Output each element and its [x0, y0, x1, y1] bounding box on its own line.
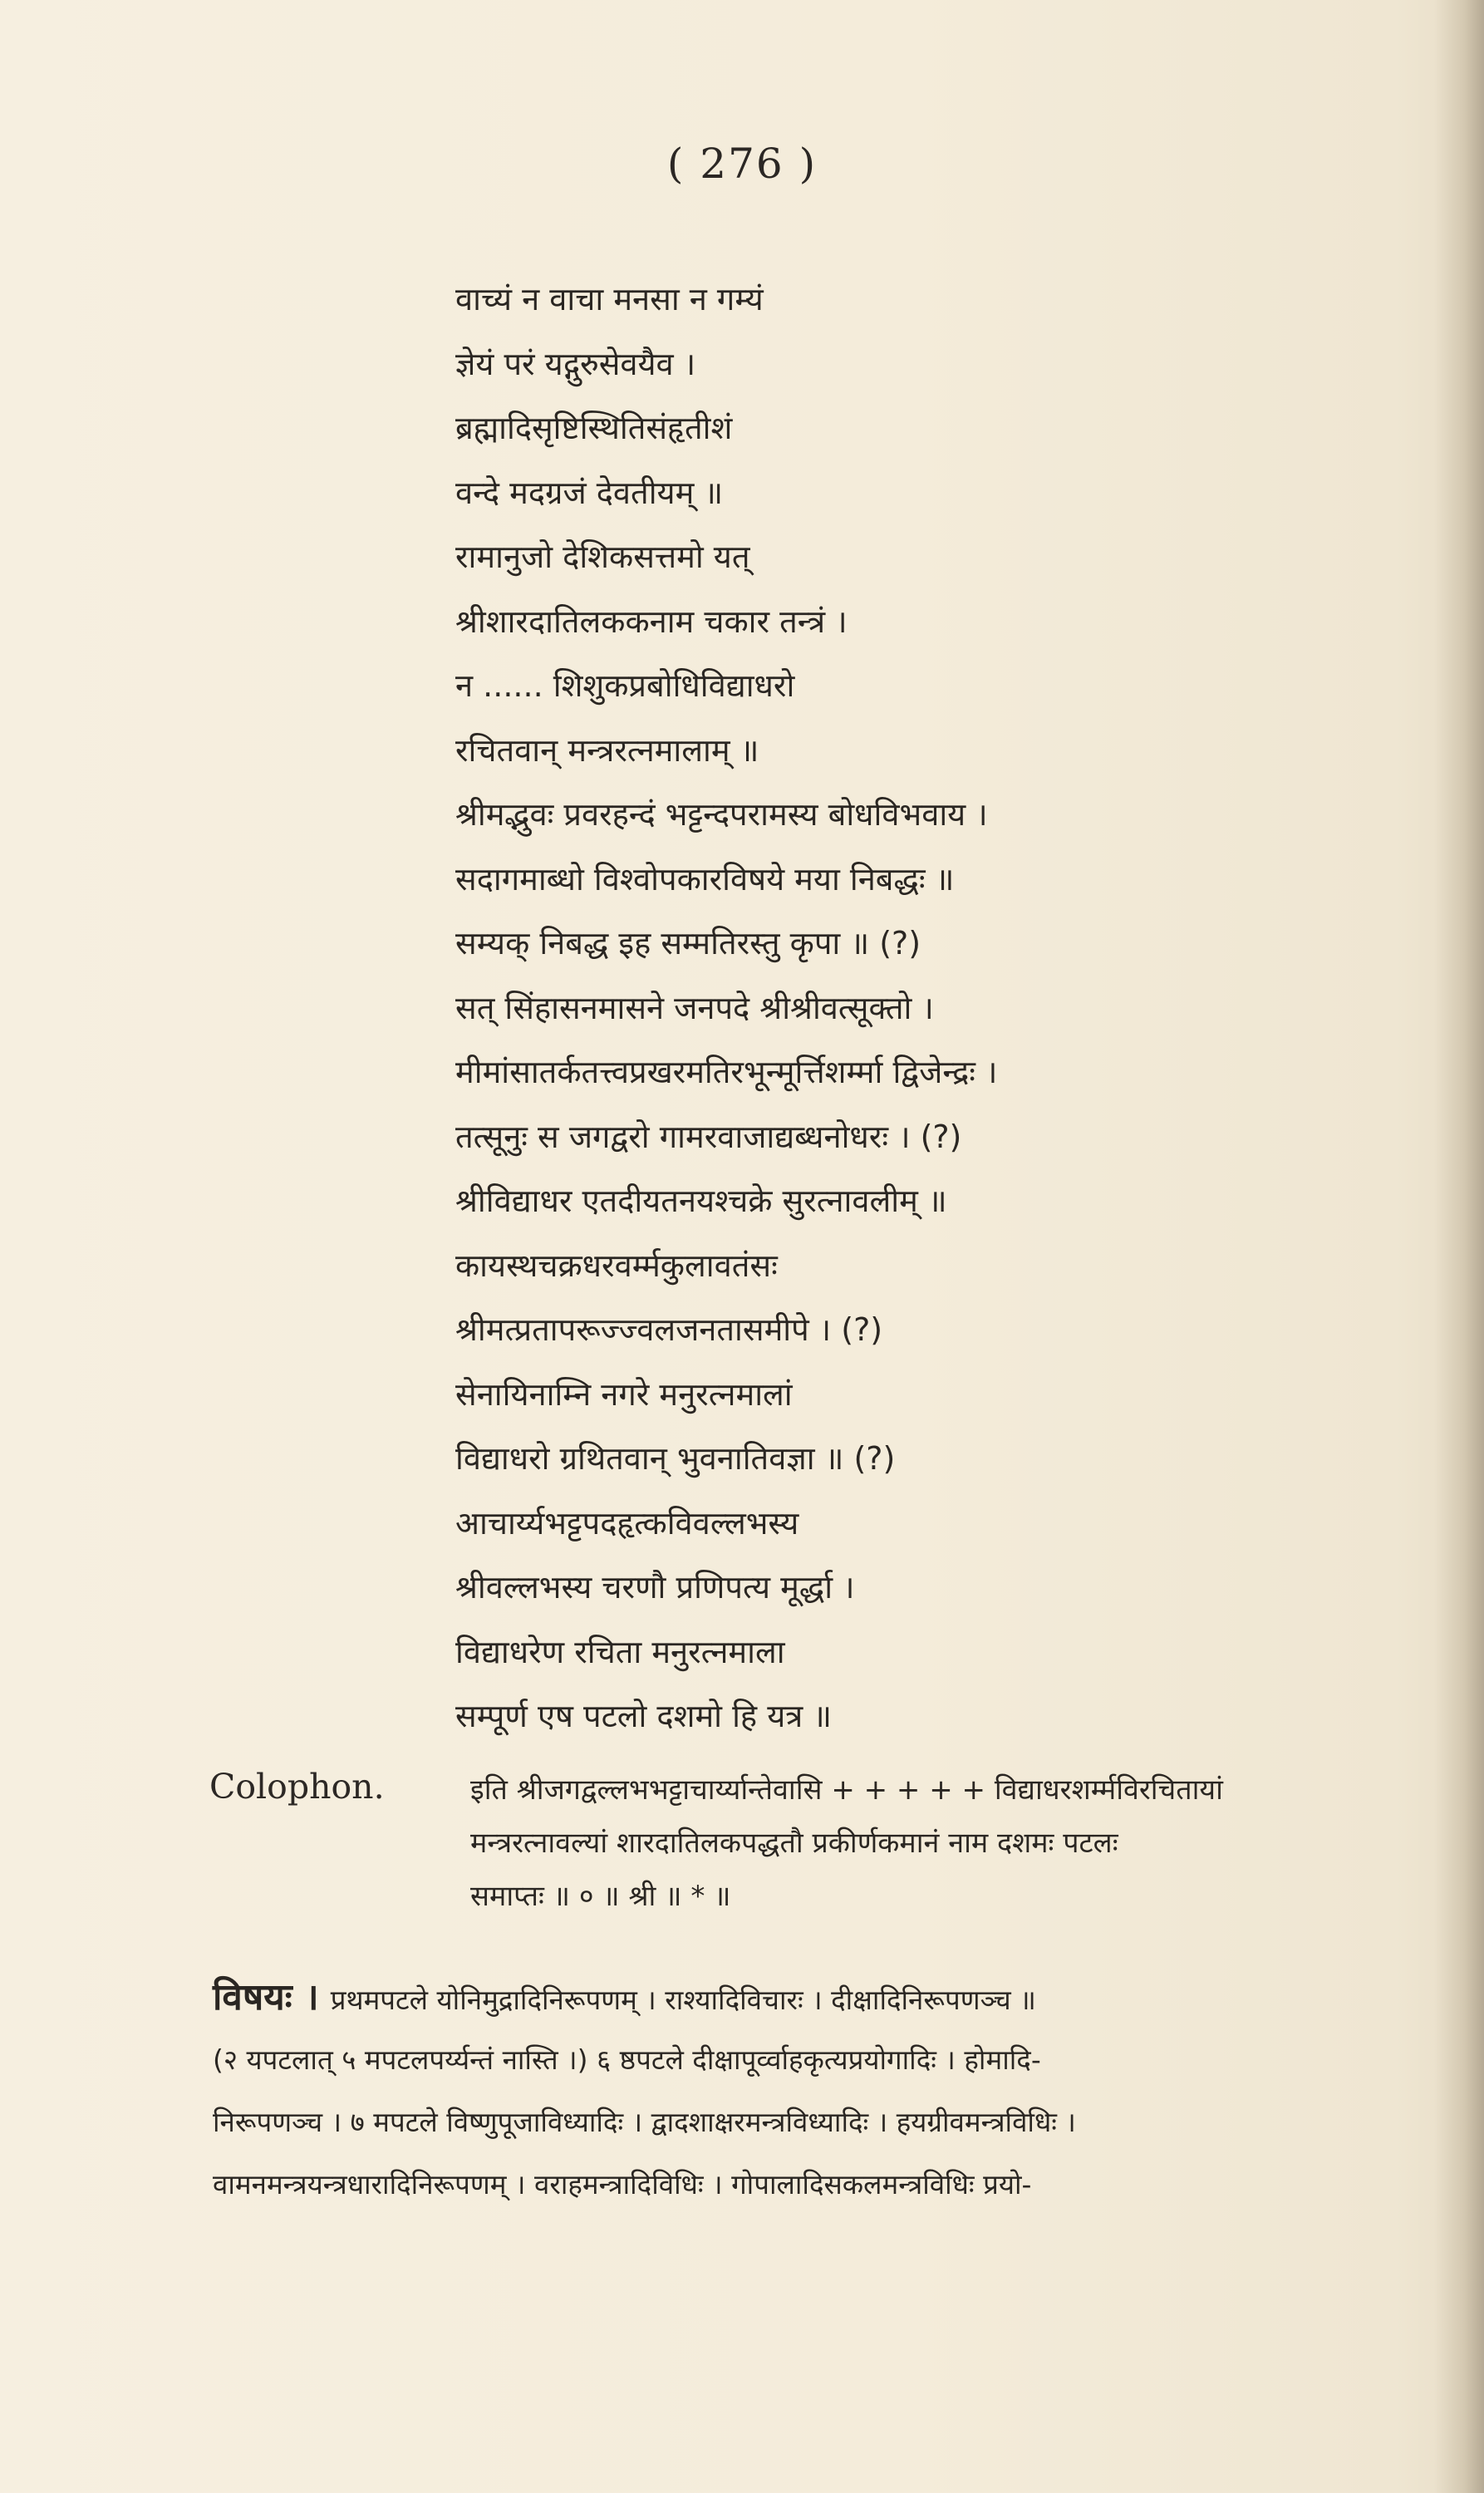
- verse-line: कायस्थचक्रधरवर्म्मकुलावतंसः: [455, 1246, 778, 1284]
- verse-line: वन्दे मदग्रजं देवतीयम् ॥: [455, 474, 724, 511]
- verse-line: न ...... शिशुकप्रबोधिविद्याधरो: [455, 667, 795, 704]
- verse-line: विद्याधरेण रचिता मनुरत्नमाला: [455, 1633, 785, 1670]
- verse-line: सम्यक् निबद्ध इह सम्मतिरस्तु कृपा ॥ (?): [455, 925, 921, 961]
- verse-line: श्रीवल्लभस्य चरणौ प्रणिपत्य मूर्द्धा ।: [455, 1569, 855, 1605]
- subject-line: (२ यपटलात् ५ मपटलपर्य्यन्तं नास्ति ।) ६ ष्ठपटले दीक्षापूर्व्वाहकृत्यप्रयोगादिः । होमादि-: [213, 2043, 1041, 2076]
- verse-line: श्रीशारदातिलककनाम चकार तन्त्रं ।: [455, 602, 848, 640]
- colophon-text: [470, 1763, 1223, 1923]
- verse-line: आचार्य्यभट्टपदहृत्कविवल्लभस्य: [455, 1504, 799, 1542]
- subject-line: निरूपणञ्च । ७ मपटले विष्णुपूजाविध्यादिः । द्वादशाक्षरमन्त्रविध्यादिः । हयग्रीवमन्त्रविधिः ।: [213, 2106, 1076, 2138]
- verse-line: रचितवान् मन्त्ररत्नमालाम् ॥: [455, 731, 759, 769]
- verse-block: [455, 268, 997, 1749]
- subject-line: वामनमन्त्रयन्त्रधारादिनिरूपणम् । वराहमन्त्रादिविधिः । गोपालादिसकलमन्त्रविधिः प्रयो-: [213, 2168, 1032, 2200]
- subject-heading: विषयः ।: [213, 1976, 319, 2018]
- subject-section: [213, 1966, 1451, 2215]
- verse-line: सेनायिनाम्नि नगरे मनुरत्नमालां: [455, 1375, 793, 1413]
- verse-line: मीमांसातर्कतत्त्वप्रखरमतिरभून्मूर्त्तिशर्म्मा द्विजेन्द्रः ।: [455, 1054, 998, 1090]
- verse-line: ब्रह्मादिसृष्टिस्थितिसंहृतीशं: [455, 410, 733, 446]
- verse-line: वाच्यं न वाचा मनसा न गम्यं: [455, 281, 764, 317]
- verse-line: सम्पूर्ण एष पटलो दशमो हि यत्र ॥: [455, 1698, 833, 1734]
- verse-line: ज्ञेयं परं यद्गुरुसेवयैव ।: [455, 345, 696, 382]
- colophon-line: समाप्तः ॥ ० ॥ श्री ॥ * ॥: [470, 1880, 731, 1913]
- verse-line: श्रीविद्याधर एतदीयतनयश्चक्रे सुरत्नावलीम् ॥: [455, 1183, 947, 1219]
- colophon-line: इति श्रीजगद्वल्लभभट्टाचार्य्यान्तेवासि + + + + + विद्याधरशर्म्मविरचितायां: [470, 1773, 1223, 1807]
- verse-line: विद्याधरो ग्रथितवान् भुवनातिवज्ञा ॥ (?): [455, 1440, 896, 1477]
- verse-line: रामानुजो देशिकसत्तमो यत्: [455, 538, 750, 575]
- verse-line: सदागमाब्धो विश्वोपकारविषये मया निबद्धः ॥: [455, 860, 955, 897]
- verse-line: सत् सिंहासनमासने जनपदे श्रीश्रीवत्सूक्तो ।: [455, 989, 934, 1026]
- colophon-label: Colophon.: [209, 1767, 385, 1807]
- verse-line: श्रीमद्भुवः प्रवरहन्दं भट्टन्दपरामस्य बोधविभवाय ।: [455, 796, 988, 833]
- subject-first-line: प्रथमपटले योनिमुद्रादिनिरूपणम् । राश्यादिविचारः । दीक्षादिनिरूपणञ्च ॥: [330, 1984, 1036, 2016]
- verse-line: तत्सूनुः स जगद्वरो गामरवाजाद्यब्धनोधरः । (?): [455, 1118, 962, 1155]
- subject-line: [213, 1966, 1451, 2028]
- colophon-line: मन्त्ररत्नावल्यां शारदातिलकपद्धतौ प्रकीर्णकमानं नाम दशमः पटलः: [470, 1827, 1118, 1860]
- page-number: ( 276 ): [666, 140, 818, 188]
- verse-line: श्रीमत्प्रतापरूज्ज्वलजनतासमीपे । (?): [455, 1311, 883, 1348]
